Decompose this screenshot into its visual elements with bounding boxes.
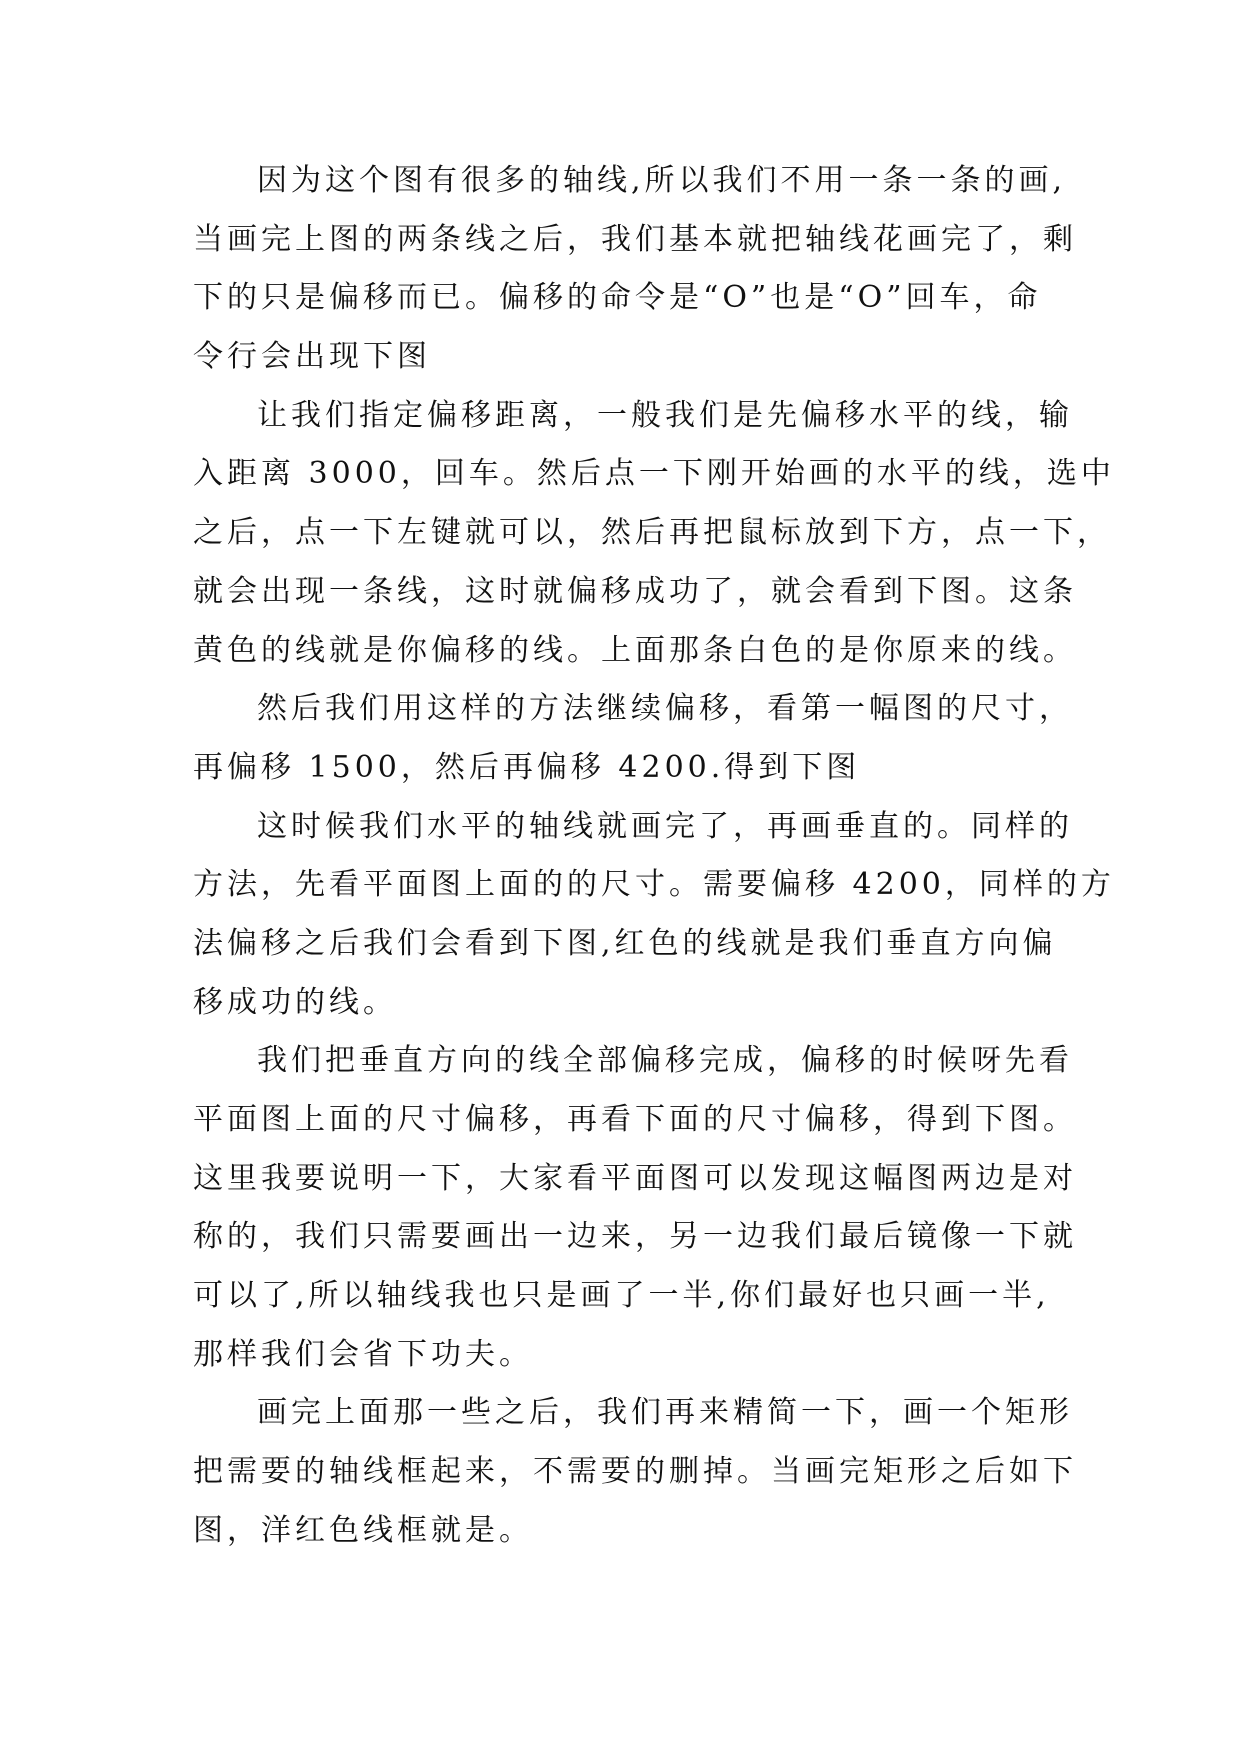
paragraph-1 <box>193 152 1077 387</box>
text-line: 这里我要说明一下，大家看平面图可以发现这幅图两边是对 <box>193 1160 1077 1196</box>
text-line: 移成功的线。 <box>193 984 397 1020</box>
text-line: 让我们指定偏移距离，一般我们是先偏移水平的线，输 <box>257 397 1073 433</box>
text-line: 画完上面那一些之后，我们再来精简一下，画一个矩形 <box>257 1395 1073 1431</box>
text-line: 方法，先看平面图上面的的尺寸。需要偏移 4200，同样的方 <box>193 867 1115 903</box>
text-line: 下的只是偏移而已。偏移的命令是“O”也是“O”回车，命 <box>193 280 1042 316</box>
text-line: 我们把垂直方向的线全部偏移完成，偏移的时候呀先看 <box>257 1043 1073 1079</box>
text-line: 当画完上图的两条线之后，我们基本就把轴线花画完了，剩 <box>193 221 1077 257</box>
text-line: 平面图上面的尺寸偏移，再看下面的尺寸偏移，得到下图。 <box>193 1102 1077 1137</box>
text-line: 黄色的线就是你偏移的线。上面那条白色的是你原来的线。 <box>193 632 1077 668</box>
text-line: 那样我们会省下功夫。 <box>193 1336 533 1372</box>
text-line: 之后，点一下左键就可以，然后再把鼠标放到下方，点一下， <box>193 515 1111 551</box>
text-line: 可以了,所以轴线我也只是画了一半,你们最好也只画一半, <box>193 1278 1050 1314</box>
text-line: 再偏移 1500，然后再偏移 4200.得到下图 <box>193 749 861 785</box>
paragraph-6 <box>193 1384 1077 1560</box>
paragraph-3 <box>193 680 1073 797</box>
document-body <box>193 152 1115 1561</box>
text-line: 令行会出现下图 <box>193 339 431 375</box>
paragraph-2 <box>193 387 1115 680</box>
text-line: 图，洋红色线框就是。 <box>193 1512 533 1548</box>
paragraph-4 <box>193 798 1115 1033</box>
text-line: 就会出现一条线，这时就偏移成功了，就会看到下图。这条 <box>193 573 1077 609</box>
text-line: 称的，我们只需要画出一边来，另一边我们最后镜像一下就 <box>193 1219 1077 1255</box>
text-line: 然后我们用这样的方法继续偏移，看第一幅图的尺寸， <box>257 691 1073 727</box>
text-line: 因为这个图有很多的轴线,所以我们不用一条一条的画, <box>257 163 1067 198</box>
text-line: 把需要的轴线框起来，不需要的删掉。当画完矩形之后如下 <box>193 1454 1077 1490</box>
text-line: 入距离 3000，回车。然后点一下刚开始画的水平的线，选中 <box>193 456 1115 492</box>
paragraph-5 <box>193 1032 1077 1384</box>
text-line: 法偏移之后我们会看到下图,红色的线就是我们垂直方向偏 <box>193 925 1057 961</box>
text-line: 这时候我们水平的轴线就画完了，再画垂直的。同样的 <box>257 808 1073 844</box>
